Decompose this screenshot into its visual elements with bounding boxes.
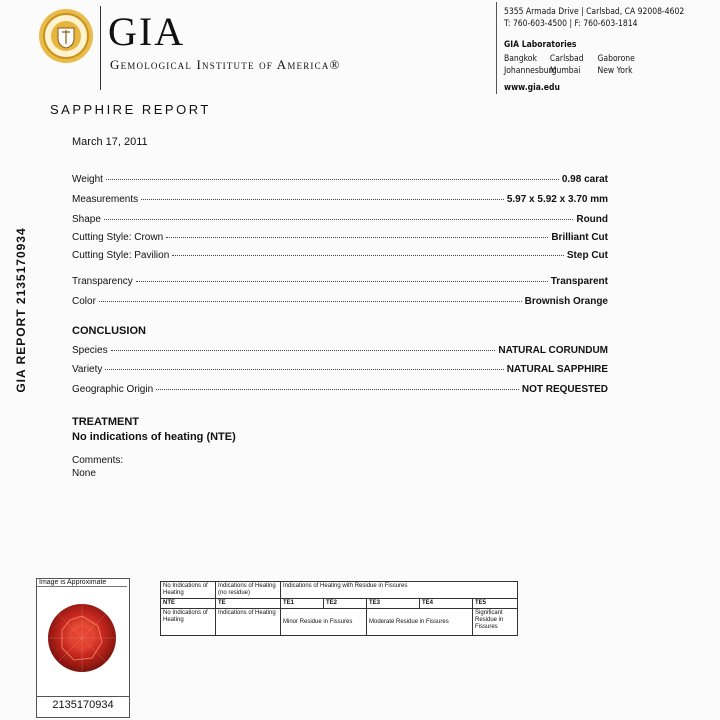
detail-label: Measurements bbox=[72, 194, 139, 205]
detail-value: 5.97 x 5.92 x 3.70 mm bbox=[506, 194, 608, 205]
table-code: TE1 bbox=[281, 599, 324, 609]
table-code: NTE bbox=[161, 599, 216, 609]
detail-row-pavilion bbox=[72, 250, 608, 261]
detail-row-crown bbox=[72, 232, 608, 243]
detail-label: Transparency bbox=[72, 276, 133, 287]
phone-line: T: 760-603-4500 | F: 760-603-1814 bbox=[504, 19, 638, 29]
detail-label: Weight bbox=[72, 174, 103, 185]
conclusion-value: NATURAL SAPPHIRE bbox=[506, 364, 608, 375]
detail-label: Color bbox=[72, 296, 96, 307]
report-title: SAPPHIRE REPORT bbox=[50, 102, 211, 117]
address-text bbox=[504, 6, 684, 30]
treatment-text: No indications of heating (NTE) bbox=[72, 431, 236, 443]
conclusion-label: Geographic Origin bbox=[72, 384, 154, 395]
detail-value: Round bbox=[576, 214, 608, 225]
labs-list bbox=[504, 53, 649, 77]
image-caption: Image is Approximate bbox=[37, 578, 127, 587]
table-header: Indications of Heating (no residue) bbox=[216, 582, 281, 599]
conclusion-label: Species bbox=[72, 345, 108, 356]
table-code: TE4 bbox=[420, 599, 473, 609]
sapphire-stone-image bbox=[46, 602, 118, 674]
lab-city: Carlsbad bbox=[549, 54, 584, 64]
lab-city: New York bbox=[597, 66, 633, 76]
lab-city: Mumbai bbox=[549, 66, 581, 76]
table-code: TE3 bbox=[367, 599, 420, 609]
table-code: TE bbox=[216, 599, 281, 609]
image-report-number: 2135170934 bbox=[36, 696, 130, 711]
side-report-number: GIA REPORT 2135170934 bbox=[14, 227, 28, 393]
table-code: TE2 bbox=[324, 599, 367, 609]
heating-table bbox=[160, 581, 518, 636]
table-header: Indications of Heating with Residue in Fissures bbox=[281, 582, 518, 599]
detail-label: Cutting Style: Crown bbox=[72, 232, 164, 243]
table-desc: Significant Residue in Fissures bbox=[473, 609, 518, 636]
detail-row-measurements bbox=[72, 194, 608, 205]
gia-seal-icon bbox=[38, 8, 94, 64]
report-date: March 17, 2011 bbox=[72, 136, 148, 148]
table-header: No Indications of Heating bbox=[161, 582, 216, 599]
header-divider bbox=[100, 6, 101, 90]
table-desc: Moderate Residue in Fissures bbox=[367, 609, 473, 636]
table-code: TE5 bbox=[473, 599, 518, 609]
detail-label: Shape bbox=[72, 214, 101, 225]
comments-label: Comments: bbox=[72, 455, 124, 466]
conclusion-label: Variety bbox=[72, 364, 103, 375]
labs-title: GIA Laboratories bbox=[504, 40, 577, 50]
conclusion-value: NOT REQUESTED bbox=[521, 384, 608, 395]
lab-city: Bangkok bbox=[504, 54, 537, 64]
detail-value: Brownish Orange bbox=[524, 296, 608, 307]
table-desc: Indications of Heating bbox=[216, 609, 281, 636]
treatment-heading: TREATMENT bbox=[72, 416, 140, 428]
lab-city: Johannesburg bbox=[504, 66, 557, 76]
table-desc: Minor Residue in Fissures bbox=[281, 609, 367, 636]
lab-city: Gaborone bbox=[597, 54, 635, 64]
table-desc: No Indications of Heating bbox=[161, 609, 216, 636]
detail-value: Transparent bbox=[550, 276, 608, 287]
detail-label: Cutting Style: Pavilion bbox=[72, 250, 170, 261]
address-line: 5355 Armada Drive | Carlsbad, CA 92008-4602 bbox=[504, 7, 685, 17]
conclusion-heading: CONCLUSION bbox=[72, 325, 146, 337]
comments-text: None bbox=[72, 468, 96, 479]
detail-row-transparency bbox=[72, 276, 608, 287]
conclusion-row-origin bbox=[72, 384, 608, 395]
detail-row-color bbox=[72, 296, 608, 307]
gia-logo-text: GIA bbox=[108, 9, 186, 54]
conclusion-row-variety bbox=[72, 364, 608, 375]
detail-value: Brilliant Cut bbox=[551, 232, 608, 243]
detail-value: Step Cut bbox=[566, 250, 608, 261]
conclusion-row-species bbox=[72, 345, 608, 356]
org-name: Gemological Institute of America® bbox=[110, 57, 341, 72]
detail-row-weight bbox=[72, 174, 608, 185]
detail-row-shape bbox=[72, 214, 608, 225]
conclusion-value: NATURAL CORUNDUM bbox=[498, 345, 608, 356]
website-link[interactable]: www.gia.edu bbox=[504, 83, 560, 93]
detail-value: 0.98 carat bbox=[561, 174, 608, 185]
